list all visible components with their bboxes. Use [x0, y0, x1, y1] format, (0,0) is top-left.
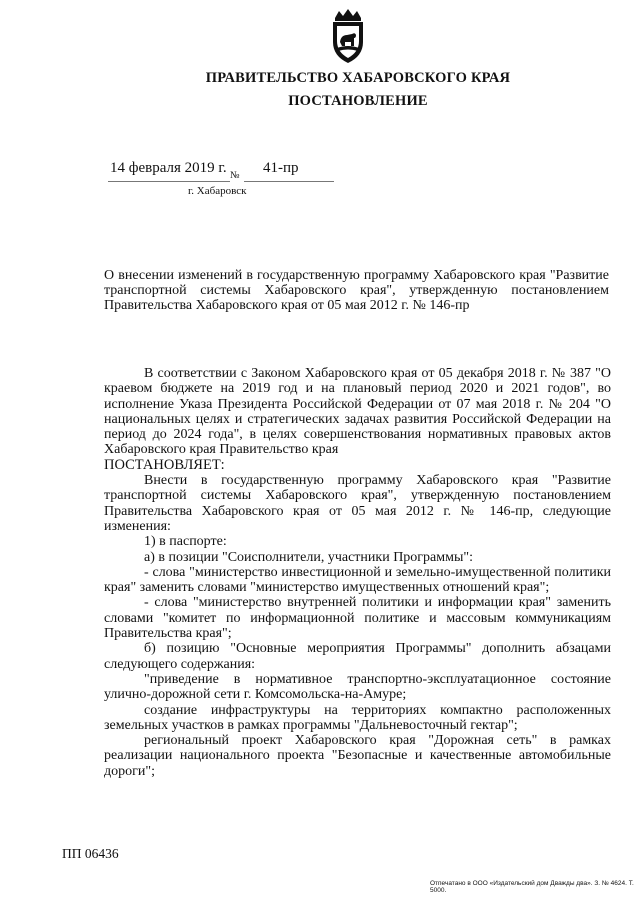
paragraph: 1) в паспорте: — [144, 534, 227, 550]
print-imprint: Отпечатано в ООО «Издательский дом Дважды два». З. № 4624. Т. 5000. — [430, 880, 634, 894]
footer-code: ПП 06436 — [62, 846, 119, 861]
document-title: О внесении изменений в государственную программу Хабаровского края "Развитие транспортной системы Хабаровского края", утвержденную постановлением Правительства Хабаровского края от 05 мая 2012 г. № 146-пр — [104, 268, 609, 313]
paragraph: б) позицию "Основные мероприятия Программы" дополнить абзацами следующего содержания: — [104, 641, 611, 672]
document-type: ПОСТАНОВЛЕНИЕ — [288, 93, 428, 109]
document-city: г. Хабаровск — [188, 185, 247, 197]
paragraph: В соответствии с Законом Хабаровского края от 05 декабря 2018 г. № 387 "О краевом бюджете на 2019 год и на плановый период 2020 и 2021 годов", во исполнение Указа Президента Российской Федерации от 07 мая 2018 г. № 204 "О национальных целях и стратегических задачах развития Российской Федерации на период до 2024 года", в целях совершенствования нормативных правовых актов Хабаровского края Правительство края — [104, 366, 611, 458]
paragraph: а) в позиции "Соисполнители, участники Программы": — [144, 549, 473, 565]
paragraph: - слова "министерство внутренней политики и информации края" заменить словами "комитет по информационной политике и массовым коммуникациям Правительства края"; — [104, 595, 611, 642]
document-number: 41-пр — [263, 160, 299, 176]
government-name: ПРАВИТЕЛЬСТВО ХАБАРОВСКОГО КРАЯ — [205, 70, 511, 86]
number-underline — [244, 181, 334, 182]
resolution-keyword: ПОСТАНОВЛЯЕТ: — [104, 456, 225, 473]
paragraph: региональный проект Хабаровского края "Дорожная сеть" в рамках реализации национального проекта "Безопасные и качественные автомобильные дороги"; — [104, 733, 611, 779]
document-date: 14 февраля 2019 г. — [110, 160, 227, 176]
date-underline — [108, 181, 230, 182]
paragraph: - слова "министерство инвестиционной и земельно-имущественной политики края" заменить словами "министерство имущественных отношений края"; — [104, 564, 611, 596]
coat-of-arms-icon — [325, 8, 371, 66]
paragraph: создание инфраструктуры на территориях компактно расположенных земельных участков в рамках программы "Дальневосточный гектар"; — [104, 702, 611, 733]
document-body — [104, 366, 611, 779]
paragraph: "приведение в нормативное транспортно-эксплуатационное состояние улично-дорожной сети г. Комсомольска-на-Амуре; — [104, 671, 611, 703]
paragraph: Внести в государственную программу Хабаровского края "Развитие транспортной системы Хабаровского края", утвержденную постановлением Правительства Хабаровского края от 05 мая 2012 г. № 146-пр, следующие изменения: — [104, 473, 611, 534]
number-label: № — [230, 170, 240, 181]
